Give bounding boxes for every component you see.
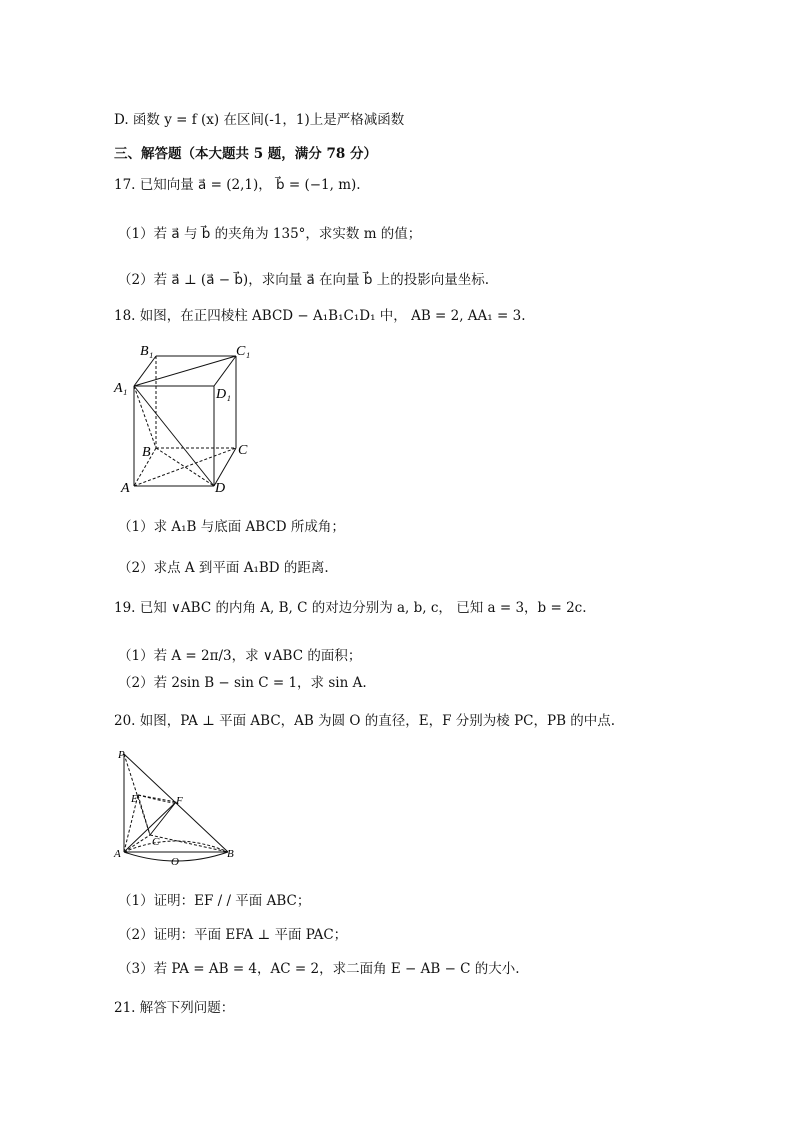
question-19: 19. 已知 ∨ABC 的内角 A, B, C 的对边分别为 a, b, c， 已知 a = 3，b = 2c. [114,600,587,616]
question-20: 20. 如图，PA ⊥ 平面 ABC，AB 为圆 O 的直径，E，F 分别为棱 PC，PB 的中点. [114,713,616,729]
label-b1: B₁ [140,344,154,359]
question-20-part-3: （3）若 PA = AB = 4，AC = 2，求二面角 E − AB − C 的大小. [118,961,520,977]
question-21: 21. 解答下列问题： [114,1000,235,1016]
label-b: B [142,445,151,460]
label-a: A [121,481,130,496]
label-o: O [171,856,179,868]
label-c1: C₁ [236,344,251,359]
label-f: F [176,795,183,807]
question-20-part-2: （2）证明：平面 EFA ⊥ 平面 PAC； [118,927,348,943]
question-17: 17. 已知向量 a⃗ = (2,1)， b⃗ = (−1, m). [114,177,361,193]
question-20-part-1: （1）证明：EF / / 平面 ABC； [118,893,311,909]
label-c: C [238,443,248,458]
question-18: 18. 如图，在正四棱柱 ABCD − A₁B₁C₁D₁ 中， AB = 2, AA₁ = 3. [114,308,526,324]
label-a: A [114,848,121,860]
question-17-part-1: （1）若 a⃗ 与 b⃗ 的夹角为 135°，求实数 m 的值； [118,226,422,242]
label-p: P [118,749,125,761]
section-heading: 三、解答题（本大题共 5 题，满分 78 分） [114,146,377,162]
label-a1: A₁ [114,381,128,396]
label-d1: D₁ [216,387,231,402]
question-17-part-2: （2）若 a⃗ ⊥ (a⃗ − b⃗)，求向量 a⃗ 在向量 b⃗ 上的投影向量坐标. [118,272,489,288]
question-18-part-2: （2）求点 A 到平面 A₁BD 的距离. [118,560,329,576]
question-18-part-1: （1）求 A₁B 与底面 ABCD 所成角； [118,519,345,535]
label-d: D [215,481,226,496]
label-b: B [227,848,234,860]
question-19-part-1: （1）若 A = 2π/3，求 ∨ABC 的面积； [118,648,362,664]
figure-prism [108,336,258,496]
label-c: C [152,836,160,848]
label-e: E [131,793,138,805]
figure-hemisphere [112,746,242,871]
question-19-part-2: （2）若 2sin B − sin C = 1，求 sin A. [118,675,367,691]
option-d: D. 函数 y = f (x) 在区间(-1，1)上是严格减函数 [114,112,405,128]
